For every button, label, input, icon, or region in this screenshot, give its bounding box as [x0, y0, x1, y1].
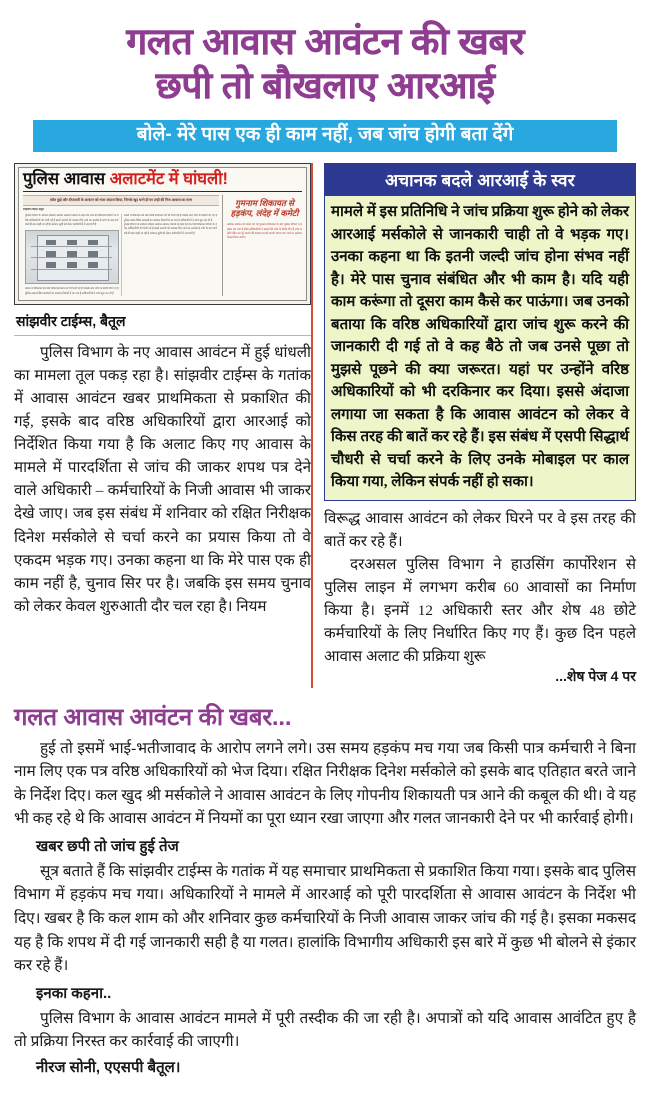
clipping-microtext-2b: पुलिस विभाग के आवंटन प्रक्रिया आवास आवंटन नियमों के तहत की जाने की शिकायत विभाग के वरिष्ठ अधिकारियों को भेजी गई है इसमें अपात्रों को आवास दिए जाने का उल्लेख है जांच के बाद कार्रवाई की बात कही जा रही है आवंटन सूची को लेकर कर्मचारियों में नाराजगी है	[123, 222, 217, 235]
clipping-micro-lead: सांझवीर टाईम्स, बैतूल	[23, 207, 44, 211]
clipping-sidebar	[223, 195, 302, 296]
clipping-text-column-1	[23, 214, 122, 296]
clipping-main-area	[23, 195, 223, 296]
lower-section-body	[14, 737, 636, 1080]
lower-paragraph-2: सूत्र बताते हैं कि सांझवीर टाईम्स के गतांक में यह समाचार प्राथमिकता से प्रकाशित किया गया। इसके बाद पुलिस विभाग में हड़कंप मच गया। अधिकारियों ने मामले में आरआई को पूरी पारदर्शिता से आवास आवंटन के निर्देश भी दिए। खबर है कि कल शाम को और शनिवार कुछ कर्मचारियों के निजी आवास जाकर जांच की गई है। इसका मकसद यह है कि शपथ में दी गई जानकारी सही है या गलत। हालांकि विभागीय अधिकारी इस बारे में कुछ भी बोलने से इंकार कर रहे हैं।	[14, 862, 637, 975]
highlight-box-heading: अचानक बदले आरआई के स्वर	[325, 164, 635, 196]
right-column-paragraph-1: विरूद्ध आवास आवंटन को लेकर घिरने पर वे इस तरह की बातें कर रहे हैं।	[324, 509, 636, 550]
two-column-zone	[14, 163, 636, 687]
subheadline-banner: बोले- मेरे पास एक ही काम नहीं, जब जांच होगी बता देंगे	[33, 120, 617, 152]
left-column-paragraph: पुलिस विभाग के नए आवास आवंटन में हुई धांधली का मामला तूल पकड़ रहा है। सांझवीर टाईम्स के गतांक में आवास आवंटन खबर प्राथमिकता से प्रकाशित की गई, इसके बाद वरिष्ठ अधिकारियों द्वारा आरआई को निर्देशित किया गया है कि अलाट किए गए आवास के मामले में पारदर्शिता से जांच की जाकर शपथ पत्र देने वाले अधिकारी – कर्मचारियों के निजी आवास भी जाकर देखे जाए। जब इस संबंध में शनिवार को रक्षित निरीक्षक दिनेश मर्सकोले से चर्चा करने का प्रयास किया तो वे एकदम भड़क गए। उनका कहना था कि मेरे पास एक ही काम नहीं है, चुनाव सिर पर है। जबकि इस समय चुनाव को लेकर केवल शुरुआती दौर चल रहा है। नियम	[14, 343, 311, 615]
lower-section	[14, 700, 636, 1080]
building-floor-line	[31, 269, 112, 279]
lower-paragraph-1: हुई तो इसमें भाई-भतीजावाद के आरोप लगने लगे। उस समय हड़कंप मच गया जब किसी पात्र कर्मचारी ने बिना नाम लिए एक पत्र वरिष्ठ अधिकारियों को भेज दिया। रक्षित निरीक्षक दिनेश मर्सकोले को इसके बाद एतिहात बरते जाने के निर्देश दिए। कल खुद श्री मर्सकोले ने आवास आवंटन के लिए गोपनीय शिकायती पत्र आने की कबूल की थी। वे यह भी कह रहे थे कि आवास आवंटन में नियमों का पूरा ध्यान रखा जाएगा और गलत जानकारी देने पर भी कार्रवाई होगी।	[14, 739, 636, 828]
building-window	[67, 240, 77, 246]
left-column-text	[14, 341, 311, 618]
clipping-headline	[23, 171, 302, 191]
building-window	[67, 251, 77, 257]
building-window	[46, 251, 56, 257]
building-window	[88, 251, 98, 257]
clipping-sidebar-heading-line-2: हड़कंप, लंदेह में कमेटी	[230, 208, 299, 219]
lower-section-heading: गलत आवास आवंटन की खबर...	[14, 703, 292, 731]
headline-line-1: गलत आवास आवंटन की खबर	[126, 21, 524, 62]
highlight-box	[324, 163, 636, 501]
clipping-microtext-1: पुलिस विभाग के आवंटन प्रक्रिया आवास आवंटन नियमों के तहत की जाने की शिकायत विभाग के वरिष्ठ अधिकारियों को भेजी गई है इसमें अपात्रों को आवास दिए जाने का उल्लेख है जांच के बाद कार्रवाई की बात कही जा रही है आवंटन सूची को लेकर कर्मचारियों में नाराजगी है	[25, 214, 119, 226]
clipping-microtext-1b: मामले में शिकायत की प्रति वरिष्ठ कार्यालय को भी भेजी गई है जिसके बाद जांच के निर्देश दिए गए हैं पुलिस लाइन स्थित आवासों का आवंटन विवादों में आ गया है अधिकारियों ने जांच शुरू कर दी है	[25, 287, 119, 295]
building-window	[88, 240, 98, 246]
clipping-headline-black: पुलिस आवास	[23, 170, 110, 189]
lower-paragraph-3: पुलिस विभाग के आवास आवंटन मामले में पूरी तस्दीक की जा रही है। अपात्रों को यदि आवास आवंटित हुए है तो प्रक्रिया निरस्त कर कार्रवाई की जाएगी।	[14, 1009, 636, 1051]
highlight-box-text: मामले में इस प्रतिनिधि ने जांच प्रक्रिया शुरू होने को लेकर आरआई मर्सकोले से जानकारी चाही तो वे भड़क गए। उनका कहना था कि इतनी जल्दी जांच होना संभव नहीं है। मेरे पास चुनाव संबंधित और भी काम है। यदि यही काम करूंगा तो दूसरा काम कैसे कर पाऊंगा। जब उनको बताया कि वरिष्ठ अधिकारियों द्वारा जांच शुरू करने की जानकारी दी गई तो वे कह बैठे तो जब उनसे पूछा तो मुझसे पूछने की क्या जरूरत। यहां पर उन्होंने वरिष्ठ अधिकारियों को भी दरकिनार कर दिया। इससे अंदाजा लगाया जा सकता है कि आवास आवंटन को लेकर वे किस तरह की बातें कर रहे हैं। इस संबंध में एसपी सिद्धार्थ चौधरी से चर्चा करने के लिए उनके मोबाइल पर काल किया गया, लेकिन संपर्क नहीं हो सका।	[325, 196, 635, 500]
source-signature: नीरज सोनी, एएसपी बैतूल।	[36, 1058, 181, 1076]
building-window	[46, 240, 56, 246]
byline: सांझवीर टाईम्स, बैतूल	[14, 305, 311, 336]
right-column-paragraph-2: दरअसल पुलिस विभाग ने हाउसिंग कार्पोरेशन से पुलिस लाइन में लगभग करीब 60 आवासों का निर्माण किया है। इनमें 12 अधिकारी स्तर और शेष 48 छोटे कर्मचारियों के लिए निर्धारित किए गए हैं। कुछ दिन पहले आवास अलाट की प्रक्रिया शुरू	[324, 555, 636, 666]
page-title	[14, 0, 636, 107]
building-window	[46, 262, 56, 268]
clipping-text-column-2	[122, 214, 220, 296]
right-column-text	[324, 507, 636, 688]
right-column	[311, 163, 636, 687]
clipping-body	[23, 195, 302, 296]
lower-subheading-1: खबर छपी तो जांच हुई तेज	[36, 837, 179, 855]
building-window	[88, 262, 98, 268]
headline-line-2: छपी तो बौखलाए आरआई	[155, 64, 495, 106]
left-column	[14, 163, 311, 687]
clipping-sidebar-text: आवास आवंटन को लेकर की गई गुमनाम शिकायत के बाद पुलिस विभाग में हड़कंप मच गया है वरिष्ठ अधिकारियों ने मामले की जांच के निर्देश दिए हैं जांच कमेटी गठित कर पूरे मामले की पड़ताल कराई जाएगी अपात्र पाए जाने पर आवंटन निरस्त किया जाएगा	[227, 223, 302, 240]
clipping-sidebar-heading	[227, 195, 302, 224]
building-window	[67, 262, 77, 268]
clipping-photo	[25, 230, 119, 284]
clipping-sidebar-heading-line-1: गुमनाम शिकायत से	[235, 197, 294, 208]
clipping-text-columns	[23, 214, 219, 296]
clipping-inner	[18, 167, 307, 301]
newspaper-clipping	[14, 163, 311, 305]
clipping-kicker: कॉल तुझे और दीपावली के आवंटन को नजर अंदाज किया, जिनके खुद घरने ही घर उन्ही की निज आवास का लाभ	[23, 195, 219, 206]
lower-subheading-2: इनका कहना..	[36, 984, 112, 1002]
clipping-microtext-2: मामले में शिकायत की प्रति वरिष्ठ कार्यालय को भी भेजी गई है जिसके बाद जांच के निर्देश दिए गए हैं पुलिस लाइन स्थित आवासों का आवंटन विवादों में आ गया है अधिकारियों ने जांच शुरू कर दी है	[123, 214, 217, 222]
jump-line: ...शेष पेज 4 पर	[555, 668, 636, 685]
clipping-headline-red: अलाटमेंट में घांघली!	[109, 170, 228, 189]
